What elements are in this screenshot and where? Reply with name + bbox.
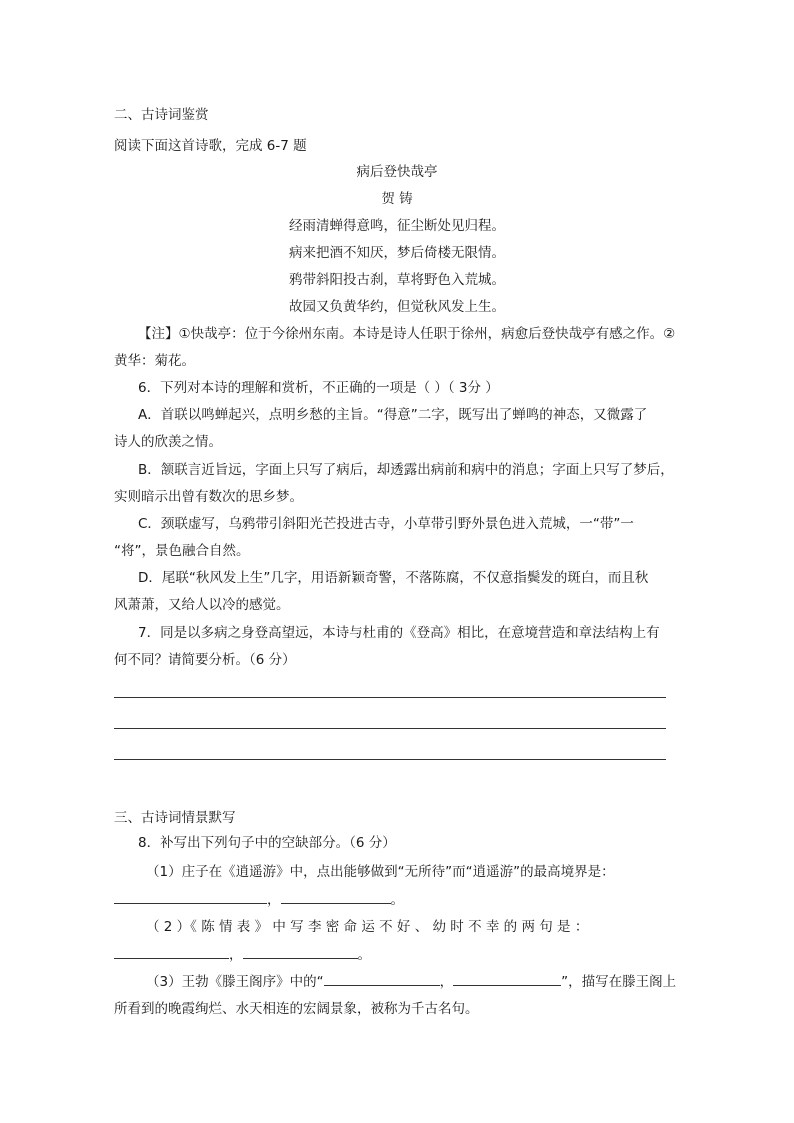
- option-c: C．颈联虚写，乌鸦带引斜阳光芒投进古寺，小草带引野外景色进入荒城，一“带”一: [138, 516, 634, 532]
- item-3-pre: （3）王勃《滕王阁序》中的“: [146, 974, 324, 990]
- blank-separator: ，: [439, 974, 454, 990]
- answer-line[interactable]: [114, 728, 666, 729]
- answer-line[interactable]: [114, 697, 666, 698]
- question-7-stem-cont: 何不同？请简要分析。（6 分）: [114, 652, 296, 668]
- poem-line: 故园又负黄华约，但觉秋风发上生。: [289, 299, 505, 315]
- poem-note: 【注】①快哉亭：位于今徐州东南。本诗是诗人任职于徐州，病愈后登快哉亭有感之作。②: [138, 326, 676, 342]
- blank-end: 。: [357, 947, 371, 963]
- poem-line: 病来把酒不知厌，梦后倚楼无限情。: [289, 245, 505, 261]
- option-d: D．尾联“秋风发上生”几字，用语新颖奇警，不落陈腐，不仅意指鬓发的斑白，而且秋: [138, 570, 649, 586]
- poem-line: 鸦带斜阳投古刹，草将野色入荒城。: [289, 272, 505, 288]
- item-2-text: （ 2 ）《 陈 情 表 》 中 写 李 密 命 运 不 好 、 幼 时 不 幸 的 两 句 是 ：: [146, 919, 589, 935]
- poem-note-cont: 黄华：菊花。: [114, 353, 195, 369]
- blank-field[interactable]: [281, 889, 391, 904]
- blank-end: 。: [390, 892, 404, 908]
- question-6-stem: 6．下列对本诗的理解和赏析，不正确的一项是（ ）（ 3分 ）: [138, 380, 499, 396]
- item-3-cont: 所看到的晚霞绚烂、水天相连的宏阔景象，被称为千古名句。: [114, 1001, 479, 1017]
- item-3: [146, 970, 676, 990]
- blank-field[interactable]: [324, 971, 440, 986]
- blank-field[interactable]: [114, 944, 229, 959]
- blank-field[interactable]: [243, 944, 358, 959]
- blank-field[interactable]: [453, 971, 561, 986]
- item-2: [146, 915, 676, 935]
- section2-intro: 阅读下面这首诗歌，完成 6-7 题: [114, 138, 307, 154]
- blank-separator: ，: [267, 892, 281, 908]
- item-2-answer: [114, 943, 371, 963]
- item-1: （1）庄子在《逍遥游》中，点出能够做到“无所待”而“逍遥游”的最高境界是：: [146, 864, 615, 880]
- option-d-cont: 风萧萧，又给人以冷的感觉。: [114, 597, 290, 613]
- question-8-stem: 8．补写出下列句子中的空缺部分。（6 分）: [138, 835, 396, 851]
- answer-line[interactable]: [114, 759, 666, 760]
- item-3-post: ”，描写在滕王阁上: [561, 974, 677, 990]
- section3-heading: 三、古诗词情景默写: [114, 810, 236, 826]
- option-a-cont: 诗人的欣羡之情。: [114, 434, 222, 450]
- section2-heading: 二、古诗词鉴赏: [114, 107, 209, 123]
- poem-title: 病后登快哉亭: [356, 164, 438, 180]
- option-b: B．颔联言近旨远，字面上只写了病后，却透露出病前和病中的消息；字面上只写了梦后，: [138, 462, 674, 478]
- question-7-stem: 7．同是以多病之身登高望远，本诗与杜甫的《登高》相比，在意境营造和章法结构上有: [138, 625, 660, 641]
- option-a: A．首联以鸣蝉起兴，点明乡愁的主旨。“得意”二字，既写出了蝉鸣的神态，又微露了: [138, 407, 648, 423]
- poem-author: 贺 铸: [381, 191, 413, 207]
- blank-separator: ，: [229, 947, 243, 963]
- blank-field[interactable]: [114, 889, 267, 904]
- option-c-cont: “将”，景色融合自然。: [114, 543, 250, 559]
- item-1-answer: [114, 888, 404, 908]
- poem-line: 经雨清蝉得意鸣，征尘断处见归程。: [289, 218, 505, 234]
- option-b-cont: 实则暗示出曾有数次的思乡梦。: [114, 489, 303, 505]
